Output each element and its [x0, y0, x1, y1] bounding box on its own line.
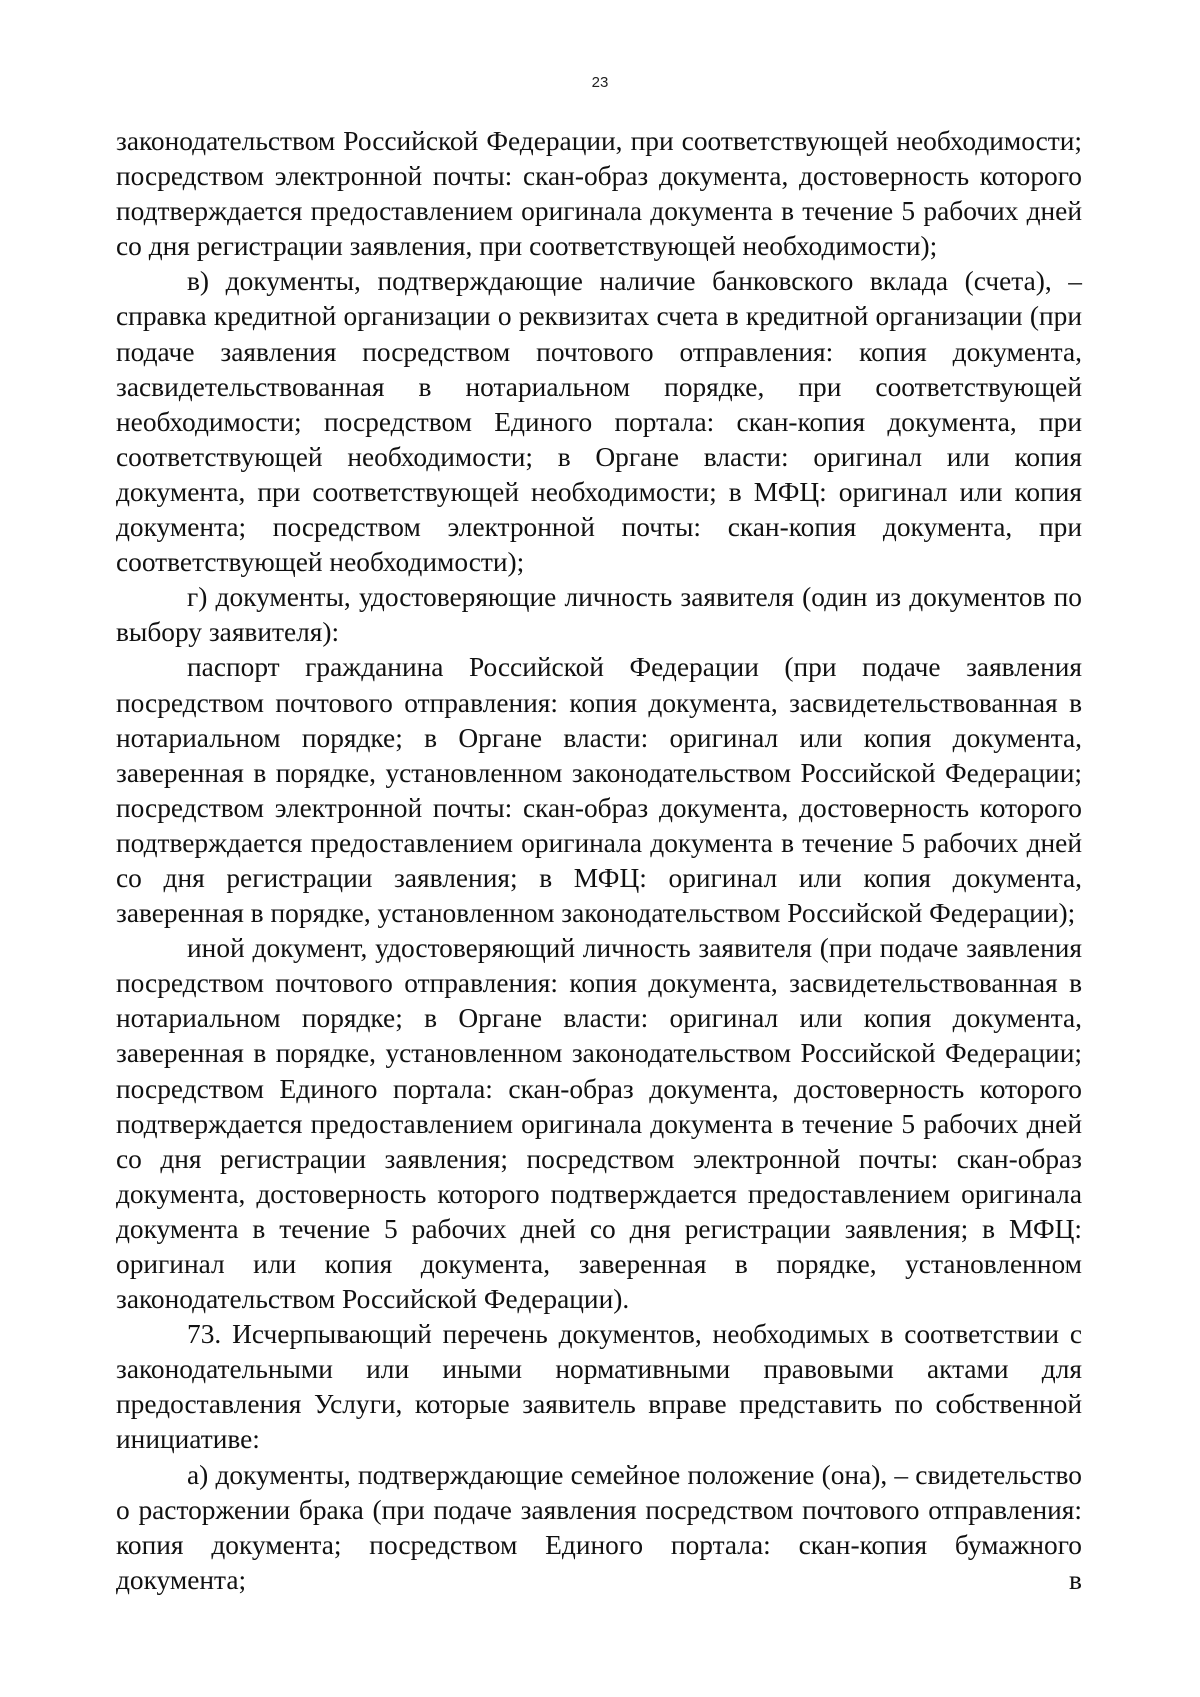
paragraph-continuation: законодательством Российской Федерации, при соответствующей необходимости; посредством электронной почты: скан-образ документа, достоверность которого подтверждается предоставлением оригинала документа в течение 5 рабочих дней со дня регистрации заявления, при соответствующей необходимости); [116, 126, 1082, 262]
paragraph-passport: паспорт гражданина Российской Федерации (при подаче заявления посредством почтового отправления: копия документа, засвидетельствованная в нотариальном порядке; в Органе власти: оригинал или копия документа, заверенная в порядке, установленном законодательством Российской Федерации; посредством электронной почты: скан-образ документа, достоверность которого подтверждается предоставлением оригинала документа в течение 5 рабочих дней со дня регистрации заявления; в МФЦ: оригинал или копия документа, заверенная в порядке, установленном законодательством Российской Федерации); [116, 652, 1082, 929]
paragraph-item-v-bank-deposit: в) документы, подтверждающие наличие банковского вклада (счета), – справка кредитной организации о реквизитах счета в кредитной организации (при подаче заявления посредством почтового отправления: копия документа, засвидетельствованная в нотариальном порядке, при соответствующей необходимости; посредством Единого портала: скан-копия документа, при соответствующей необходимости; в Органе власти: оригинал или копия документа, при соответствующей необходимости; в МФЦ: оригинал или копия документа; посредством электронной почты: скан-копия документа, при соответствующей необходимости); [116, 266, 1082, 578]
paragraph-other-identity-document: иной документ, удостоверяющий личность заявителя (при подаче заявления посредством почтового отправления: копия документа, засвидетельствованная в нотариальном порядке; в Органе власти: оригинал или копия документа, заверенная в порядке, установленном законодательством Российской Федерации; посредством Единого портала: скан-образ документа, достоверность которого подтверждается предоставлением оригинала документа в течение 5 рабочих дней со дня регистрации заявления; посредством электронной почты: скан-образ документа, достоверность которого подтверждается предоставлением оригинала документа в течение 5 рабочих дней со дня регистрации заявления; в МФЦ: оригинал или копия документа, заверенная в порядке, установленном законодательством Российской Федерации). [116, 933, 1082, 1315]
paragraph-clause-73: 73. Исчерпывающий перечень документов, необходимых в соответствии с законодательными или иными нормативными правовыми актами для предоставления Услуги, которые заявитель вправе представить по собственной инициативе: [116, 1319, 1082, 1455]
paragraph-item-a-marital-status: а) документы, подтверждающие семейное положение (она), – свидетельство о расторжении брака (при подаче заявления посредством почтового отправления: копия документа; посредством Единого портала: скан-копия бумажного документа; в [116, 1459, 1082, 1595]
document-body [116, 124, 1082, 1598]
paragraph-item-g-identity-documents: г) документы, удостоверяющие личность заявителя (один из документов по выбору заявителя): [116, 582, 1082, 648]
page-number: 23 [591, 74, 609, 91]
